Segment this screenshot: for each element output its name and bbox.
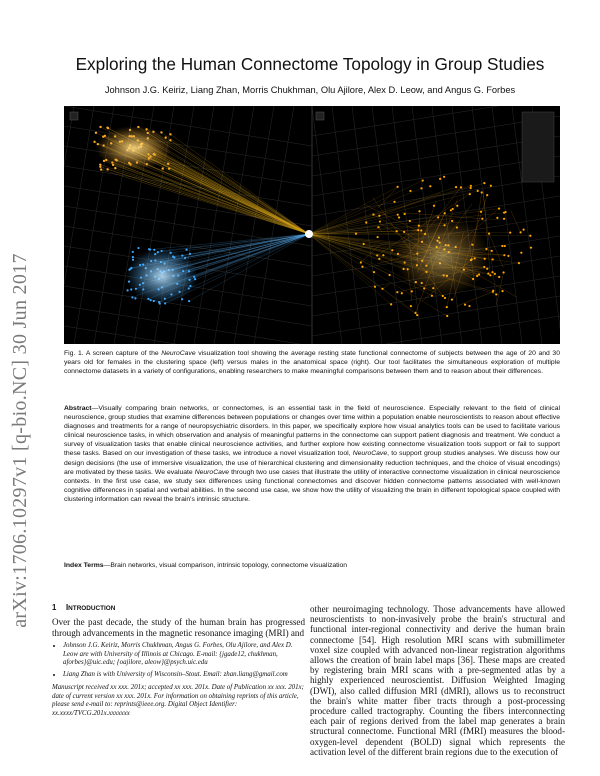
node-dot bbox=[355, 233, 357, 235]
node-dot bbox=[95, 132, 97, 134]
node-dot bbox=[381, 288, 383, 290]
abstract-text-3: through two use cases that illustrate the utility of interactive connectome visualization in clinical neuroscience contexts. In the first use case, we study sex differences using functional connectomes and discover hidden connectome patterns associated with well-known cognitive differences in spatial and verbal abilities. In the second use case, we show how the utility of visualizing the brain in different topological space coupled with clustering information can reveal the brain's intrinsic structure. bbox=[64, 468, 560, 503]
node-dot bbox=[509, 231, 511, 233]
left-view-menu-icon[interactable] bbox=[70, 112, 78, 120]
node-dot bbox=[396, 291, 398, 293]
node-dot bbox=[492, 290, 494, 292]
node-dot bbox=[422, 179, 424, 181]
node-dot bbox=[99, 126, 101, 128]
index-terms-text: —Brain networks, visual comparison, intrinsic topology, connectome visualization bbox=[103, 562, 348, 569]
node-dot bbox=[418, 210, 420, 212]
node-dot bbox=[396, 230, 398, 232]
node-dot bbox=[498, 207, 500, 209]
node-dot bbox=[409, 220, 411, 222]
node-dot bbox=[433, 205, 435, 207]
node-dot bbox=[503, 254, 505, 256]
node-dot bbox=[377, 226, 379, 228]
node-dot bbox=[397, 186, 399, 188]
node-dot bbox=[404, 213, 406, 215]
node-dot bbox=[481, 218, 483, 220]
node-dot bbox=[378, 215, 380, 217]
node-dot bbox=[132, 251, 134, 253]
left-orange-cluster-glow bbox=[96, 126, 172, 170]
node-dot bbox=[496, 217, 498, 219]
node-dot bbox=[361, 266, 363, 268]
node-dot bbox=[382, 254, 384, 256]
section-title-first: I bbox=[66, 603, 69, 612]
index-terms bbox=[64, 561, 560, 570]
node-dot bbox=[495, 293, 497, 295]
connectome-visualization bbox=[64, 106, 560, 344]
caption-italic-tool-name: NeuroCave bbox=[161, 350, 196, 357]
node-dot bbox=[446, 315, 448, 317]
figure-neurocave-screenshot bbox=[64, 106, 560, 344]
node-dot bbox=[489, 274, 491, 276]
author-list: Johnson J.G. Keiriz, Liang Zhan, Morris Chukhman, Olu Ajilore, Alex D. Leow, and Angus G. Forbes bbox=[104, 85, 516, 95]
node-dot bbox=[530, 247, 532, 249]
node-dot bbox=[99, 166, 101, 168]
node-dot bbox=[126, 289, 128, 291]
node-dot bbox=[372, 213, 374, 215]
node-dot bbox=[99, 163, 101, 165]
node-dot bbox=[529, 235, 531, 237]
node-dot bbox=[131, 296, 133, 298]
node-dot bbox=[486, 194, 488, 196]
node-dot bbox=[518, 262, 520, 264]
node-dot bbox=[106, 168, 108, 170]
node-dot bbox=[523, 228, 525, 230]
node-dot bbox=[411, 290, 413, 292]
intro-right-paragraph: other neuroimaging technology. Those advancements have allowed neuroscientists to non-invasively probe the brain's structural and functional inter-regional connectivity and derive the human brain connectome [54]. High resolution MRI scans with submillimeter voxel size coupled with advanced non-linear registration algorithms allows the creation of brain label maps [36]. These maps are created by registering brain MRI scans with a pre-segmented atlas by a highly experienced neuroscientist. Diffusion Weighted Imaging (DWI), also called diffusion MRI (dMRI), allows us to reconstruct the brain's white matter fiber tracts through a post-processing procedure called tractography. Counting the fibers interconnecting each pair of regions derived from the label map generates a brain structural connectome. Functional MRI (fMRI) measures the blood-oxygen-level dependent (BOLD) signal which represents the activation level of the different brain regions due to the execution of bbox=[310, 604, 565, 757]
node-dot bbox=[416, 314, 418, 316]
control-panel[interactable] bbox=[522, 112, 554, 182]
abstract bbox=[64, 404, 560, 504]
node-dot bbox=[376, 254, 378, 256]
node-dot bbox=[470, 185, 472, 187]
node-dot bbox=[468, 305, 470, 307]
node-dot bbox=[169, 133, 171, 135]
right-view-menu-icon[interactable] bbox=[316, 112, 324, 120]
node-dot bbox=[134, 297, 136, 299]
intro-left-paragraph: Over the past decade, the study of the human brain has progressed through advancements in the magnetic resonance imaging (MRI) and bbox=[52, 617, 305, 638]
index-terms-label: Index Terms bbox=[64, 562, 104, 569]
node-dot bbox=[410, 305, 412, 307]
node-dot bbox=[498, 276, 500, 278]
node-dot bbox=[188, 300, 190, 302]
caption-text-2: visualization tool showing the average resting state functional connectome of subjects between the age of 20 and 30 years old for females in the clustering space (left) versus males in the anatomical space (right). Our tool facilitates the simultaneous exploration of multiple connectome datasets in a variety of configurations, enabling researchers to make meaningful comparisons between them and to reason about their differences. bbox=[64, 350, 560, 376]
node-dot bbox=[456, 205, 458, 207]
publication-info: Manuscript received xx xxx. 201x; accepted xx xxx. 201x. Date of Publication xx xxx. 201x; date of current version xx xxx. 201x. For information on obtaining reprints of this article, please send e-mail to: reprints@ieee.org. Digital Object Identifier: xx.xxxx/TVCG.201x.xxxxxxx bbox=[52, 684, 304, 717]
node-dot bbox=[100, 168, 102, 170]
left-blue-cluster-glow bbox=[126, 248, 198, 304]
node-dot bbox=[378, 258, 380, 260]
node-dot bbox=[185, 249, 187, 251]
node-dot bbox=[464, 303, 466, 305]
node-dot bbox=[451, 298, 453, 300]
abstract-italic-1: NeuroCave bbox=[352, 450, 388, 458]
abstract-text-1: —Visually comparing brain networks, or connectomes, is an essential task in the field of neuroscience. Especially relevant to the field of clinical neuroscience, group studies that examine differences between populations or changes over time within a population enable neuroscientists to reason about effective diagnoses and treatments for a range of neuropsychiatric disorders. In this paper, we specifically explore how visual analytics tools can be used to facilitate various clinical neuroscience tasks, in which observation and analysis of meaningful patterns in the connectome can support patient diagnosis and treatment. We conduct a survey of visualization tasks that enable clinical neuroscience activities, and further explore how existing connectome visualization tools support or fail to support these tasks. Based on our investigation of these tasks, we introduce a novel visualization tool, bbox=[64, 405, 560, 458]
node-dot bbox=[167, 163, 169, 165]
node-dot bbox=[444, 297, 446, 299]
node-dot bbox=[132, 256, 134, 258]
node-dot bbox=[377, 236, 379, 238]
node-dot bbox=[360, 261, 362, 263]
node-dot bbox=[414, 312, 416, 314]
node-dot bbox=[446, 306, 448, 308]
node-dot bbox=[494, 273, 496, 275]
footnote-item: • Liang Zhan is with University of Wisconsin–Stout. Email: zhan.liang@gmail.com bbox=[63, 671, 305, 680]
author-footnotes bbox=[52, 642, 305, 718]
node-dot bbox=[492, 258, 494, 260]
node-dot bbox=[504, 211, 506, 213]
section-title-rest: NTRODUCTION bbox=[68, 605, 116, 612]
node-dot bbox=[401, 292, 403, 294]
node-dot bbox=[480, 211, 482, 213]
node-dot bbox=[409, 190, 411, 192]
node-dot bbox=[477, 190, 479, 192]
caption-text-1: A screen capture of the bbox=[85, 350, 162, 357]
section-heading bbox=[52, 603, 302, 612]
caption-label: Fig. 1. bbox=[64, 350, 84, 357]
footnote-item: • Johnson J.G. Keiriz, Morris Chukhman, Angus G. Forbes, Olu Ajilore, and Alex D. Leow are with University of Illinois at Chicago. E-mail: {jgade12, chukhman, aforbes}@uic.edu; {oajilore, aleow}@psych.uic.edu bbox=[63, 642, 305, 668]
node-dot bbox=[503, 218, 505, 220]
node-dot bbox=[460, 186, 462, 188]
node-dot bbox=[389, 274, 391, 276]
node-dot bbox=[391, 249, 393, 251]
node-dot bbox=[379, 220, 381, 222]
node-dot bbox=[491, 271, 493, 273]
node-dot bbox=[420, 187, 422, 189]
node-dot bbox=[488, 232, 490, 234]
node-dot bbox=[483, 182, 485, 184]
node-dot bbox=[365, 221, 367, 223]
node-dot bbox=[429, 185, 431, 187]
node-dot bbox=[137, 247, 139, 249]
node-dot bbox=[390, 303, 392, 305]
node-dot bbox=[520, 252, 522, 254]
section-number: 1 bbox=[52, 603, 57, 612]
paper-title: Exploring the Human Connectome Topology in Group Studies bbox=[75, 54, 545, 74]
node-dot bbox=[161, 167, 163, 169]
arxiv-stamp bbox=[2, 190, 38, 690]
abstract-italic-2: NeuroCave bbox=[194, 468, 230, 476]
arxiv-stamp-text: arXiv:1706.10297v1 [q-bio.NC] 30 Jun 2017 bbox=[8, 252, 31, 628]
node-dot bbox=[439, 178, 441, 180]
node-dot bbox=[93, 141, 95, 143]
node-dot bbox=[455, 186, 457, 188]
node-dot bbox=[501, 245, 503, 247]
node-dot bbox=[168, 167, 170, 169]
node-dot bbox=[504, 245, 506, 247]
node-dot bbox=[452, 208, 454, 210]
node-dot bbox=[502, 271, 504, 273]
node-dot bbox=[363, 243, 365, 245]
node-dot bbox=[398, 216, 400, 218]
node-dot bbox=[469, 193, 471, 195]
node-dot bbox=[490, 185, 492, 187]
node-dot bbox=[507, 255, 509, 257]
node-dot bbox=[189, 253, 191, 255]
abstract-text-2: , to support group studies analyses. We discuss how our design decisions (the use of immersive visualization, the use of hierarchical clustering and dimensionality reduction techniques, and the choice of visual encodings) are motivated by these tasks. We evaluate bbox=[64, 450, 560, 476]
node-dot bbox=[444, 212, 446, 214]
center-star-node bbox=[305, 230, 313, 238]
node-dot bbox=[501, 290, 503, 292]
node-dot bbox=[393, 201, 395, 203]
node-dot bbox=[487, 273, 489, 275]
node-dot bbox=[491, 250, 493, 252]
node-dot bbox=[106, 126, 108, 128]
right-brain-cluster-glow bbox=[394, 216, 490, 296]
node-dot bbox=[373, 271, 375, 273]
node-dot bbox=[443, 176, 445, 178]
node-dot bbox=[470, 187, 472, 189]
node-dot bbox=[374, 286, 376, 288]
figure-caption bbox=[64, 349, 560, 376]
abstract-label: Abstract bbox=[64, 405, 92, 412]
node-dot bbox=[481, 191, 483, 193]
node-dot bbox=[450, 209, 452, 211]
node-dot bbox=[520, 231, 522, 233]
node-dot bbox=[397, 214, 399, 216]
